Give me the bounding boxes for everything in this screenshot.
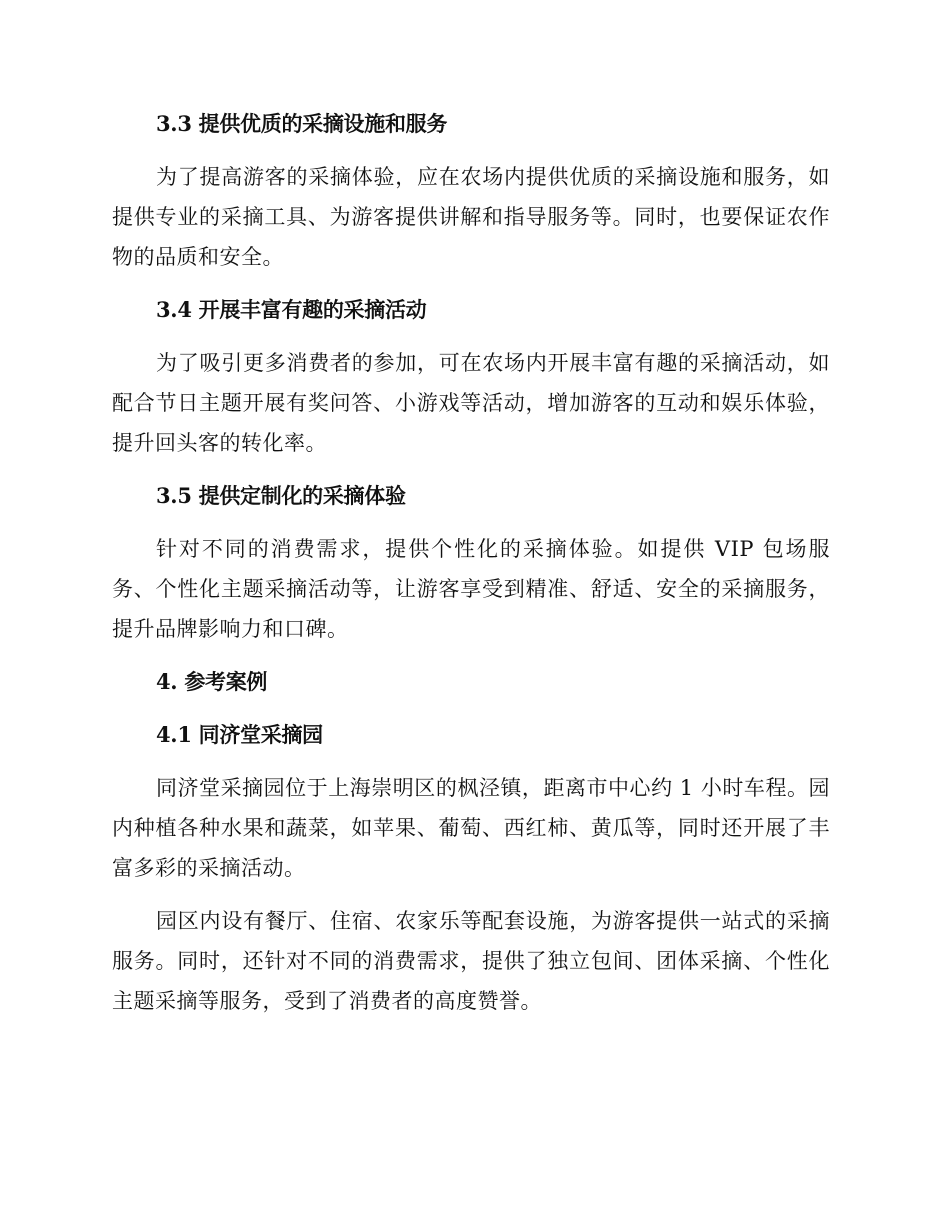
paragraph: 为了提高游客的采摘体验，应在农场内提供优质的采摘设施和服务，如提供专业的采摘工具、为游客提供讲解和指导服务等。同时，也要保证农作物的品质和安全。 bbox=[112, 165, 830, 269]
document-body bbox=[112, 104, 830, 1034]
paragraph: 同济堂采摘园位于上海崇明区的枫泾镇，距离市中心约 1 小时车程。园内种植各种水果和蔬菜，如苹果、葡萄、西红柿、黄瓜等，同时还开展了丰富多彩的采摘活动。 bbox=[112, 776, 830, 880]
section-heading-4: 4. 参考案例 bbox=[156, 669, 268, 694]
paragraph: 为了吸引更多消费者的参加，可在农场内开展丰富有趣的采摘活动，如配合节日主题开展有奖问答、小游戏等活动，增加游客的互动和娱乐体验，提升回头客的转化率。 bbox=[112, 351, 830, 455]
section-heading-4-1: 4.1 同济堂采摘园 bbox=[156, 722, 323, 747]
paragraph: 园区内设有餐厅、住宿、农家乐等配套设施，为游客提供一站式的采摘服务。同时，还针对不同的消费需求，提供了独立包间、团体采摘、个性化主题采摘等服务，受到了消费者的高度赞誉。 bbox=[112, 909, 830, 1013]
section-heading-3-5: 3.5 提供定制化的采摘体验 bbox=[156, 483, 406, 508]
paragraph: 针对不同的消费需求，提供个性化的采摘体验。如提供 VIP 包场服务、个性化主题采摘活动等，让游客享受到精准、舒适、安全的采摘服务，提升品牌影响力和口碑。 bbox=[112, 537, 830, 641]
section-heading-3-3: 3.3 提供优质的采摘设施和服务 bbox=[156, 111, 448, 136]
section-heading-3-4: 3.4 开展丰富有趣的采摘活动 bbox=[156, 297, 427, 322]
